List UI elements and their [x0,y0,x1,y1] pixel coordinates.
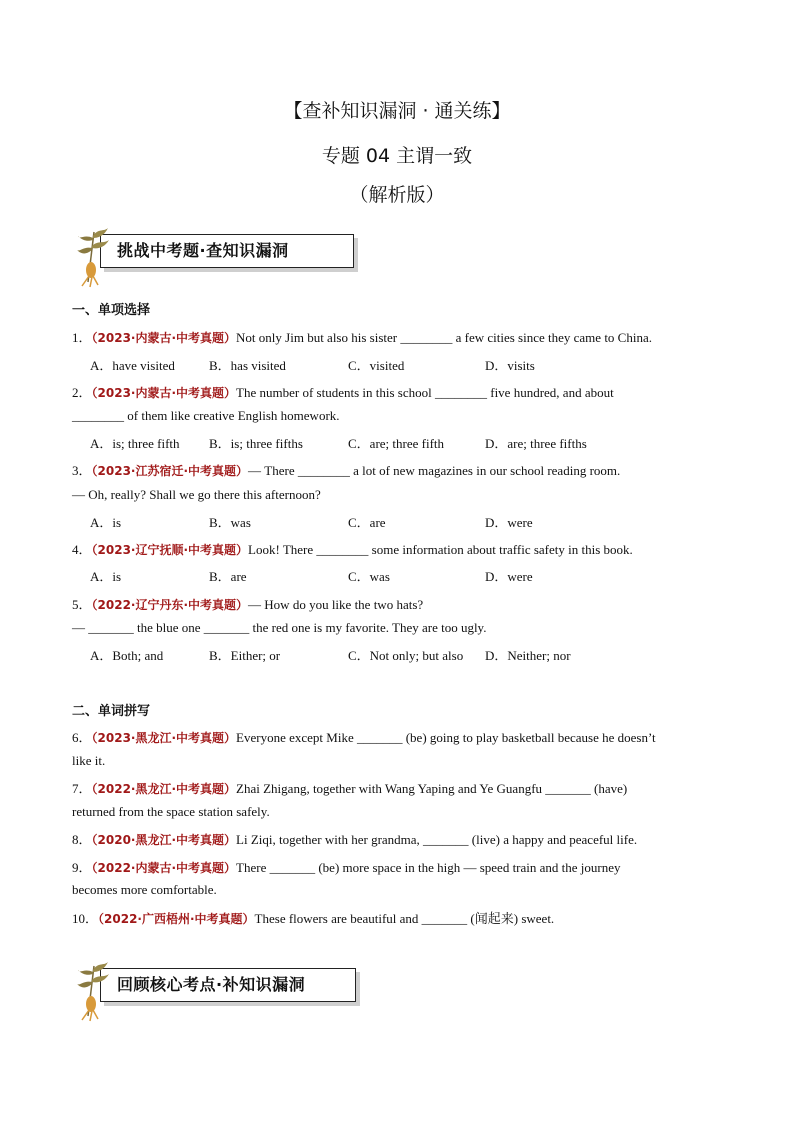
page-title-edition: （解析版） [349,184,445,206]
question-number: 4． [72,542,92,557]
question-text: Not only Jim but also his sister ________ a few cities since they came to China. [236,330,652,345]
q2-option-d: D．are; three fifths [485,436,587,451]
question-source: （2020·黑龙江·中考真题） [91,833,237,847]
q2-option-b: B．is; three fifths [209,436,303,451]
question-6-continued: like it. [72,753,106,768]
question-source: （2023·内蒙古·中考真题） [91,386,237,400]
question-8 [72,829,637,848]
q3-option-b: B．was [209,515,251,530]
banner-label: 回顾核心考点·补知识漏洞 [117,975,306,994]
question-number: 3． [72,463,92,478]
q1-option-d: D．visits [485,358,535,373]
question-source: （2023·江苏宿迁·中考真题） [91,464,249,478]
question-5-continued: — _______ the blue one _______ the red one is my favorite. They are too ugly. [72,620,487,635]
q1-option-a: A．have visited [90,358,175,373]
question-text: These flowers are beautiful and _______ (闻起来) sweet. [254,911,555,926]
q3-option-c: C．are [348,515,386,530]
q3-option-d: D．were [485,515,533,530]
section-heading-spelling: 二、单词拼写 [72,704,151,719]
question-5 [72,594,423,613]
question-source: （2023·辽宁抚顺·中考真题） [91,543,249,557]
question-text: — How do you like the two hats? [248,597,424,612]
question-9 [72,857,621,876]
q1-option-c: C．visited [348,358,405,373]
question-7 [72,778,627,797]
q4-option-d: D．were [485,569,533,584]
question-number: 8． [72,832,92,847]
question-4 [72,539,633,558]
question-10 [72,908,554,927]
question-2 [72,382,614,401]
banner-label: 挑战中考题·查知识漏洞 [117,241,289,260]
question-text: The number of students in this school ________ five hundred, and about [236,385,614,400]
question-number: 6． [72,730,92,745]
question-number: 10． [72,911,99,926]
q5-option-d: D．Neither; nor [485,648,571,663]
section-banner-challenge [74,226,364,288]
question-text: Zhai Zhigang, together with Wang Yaping and Ye Guangfu _______ (have) [236,781,628,796]
question-1 [72,327,652,346]
question-2-continued: ________ of them like creative English homework. [72,408,340,423]
question-number: 9． [72,860,92,875]
ginseng-sprig-icon [74,226,114,288]
question-source: （2022·黑龙江·中考真题） [91,782,237,796]
banner-box [100,968,356,1002]
page-title-topic: 专题 04 主谓一致 [321,145,473,167]
question-source: （2022·辽宁丹东·中考真题） [91,598,249,612]
q2-option-a: A．is; three fifth [90,436,180,451]
ginseng-sprig-icon [74,960,114,1022]
question-text: — There ________ a lot of new magazines in our school reading room. [248,463,621,478]
q3-option-a: A．is [90,515,122,530]
question-text: Li Ziqi, together with her grandma, _______ (live) a happy and peaceful life. [236,832,638,847]
q2-option-c: C．are; three fifth [348,436,445,451]
question-6 [72,727,656,746]
section-banner-review [74,960,364,1022]
question-text: Everyone except Mike _______ (be) going to play basketball because he doesn’t [236,730,656,745]
q5-option-b: B．Either; or [209,648,281,663]
question-9-continued: becomes more comfortable. [72,882,217,897]
question-7-continued: returned from the space station safely. [72,804,270,819]
question-text: There _______ (be) more space in the high — speed train and the journey [236,860,621,875]
q4-option-c: C．was [348,569,390,584]
q4-option-a: A．is [90,569,122,584]
question-number: 1． [72,330,92,345]
question-number: 7． [72,781,92,796]
q5-option-c: C．Not only; but also [348,648,464,663]
section-heading-single-choice: 一、单项选择 [72,303,151,318]
question-text: Look! There ________ some information about traffic safety in this book. [248,542,633,557]
question-source: （2022·广西梧州·中考真题） [98,912,255,926]
question-source: （2022·内蒙古·中考真题） [91,861,237,875]
question-number: 5． [72,597,92,612]
page-title-series: 【查补知识漏洞 · 通关练】 [283,100,511,122]
q5-option-a: A．Both; and [90,648,164,663]
question-3-continued: — Oh, really? Shall we go there this afternoon? [72,487,321,502]
banner-box [100,234,354,268]
question-source: （2023·黑龙江·中考真题） [91,731,237,745]
q4-option-b: B．are [209,569,247,584]
q1-option-b: B．has visited [209,358,286,373]
question-source: （2023·内蒙古·中考真题） [91,331,237,345]
question-3 [72,460,620,479]
question-number: 2． [72,385,92,400]
